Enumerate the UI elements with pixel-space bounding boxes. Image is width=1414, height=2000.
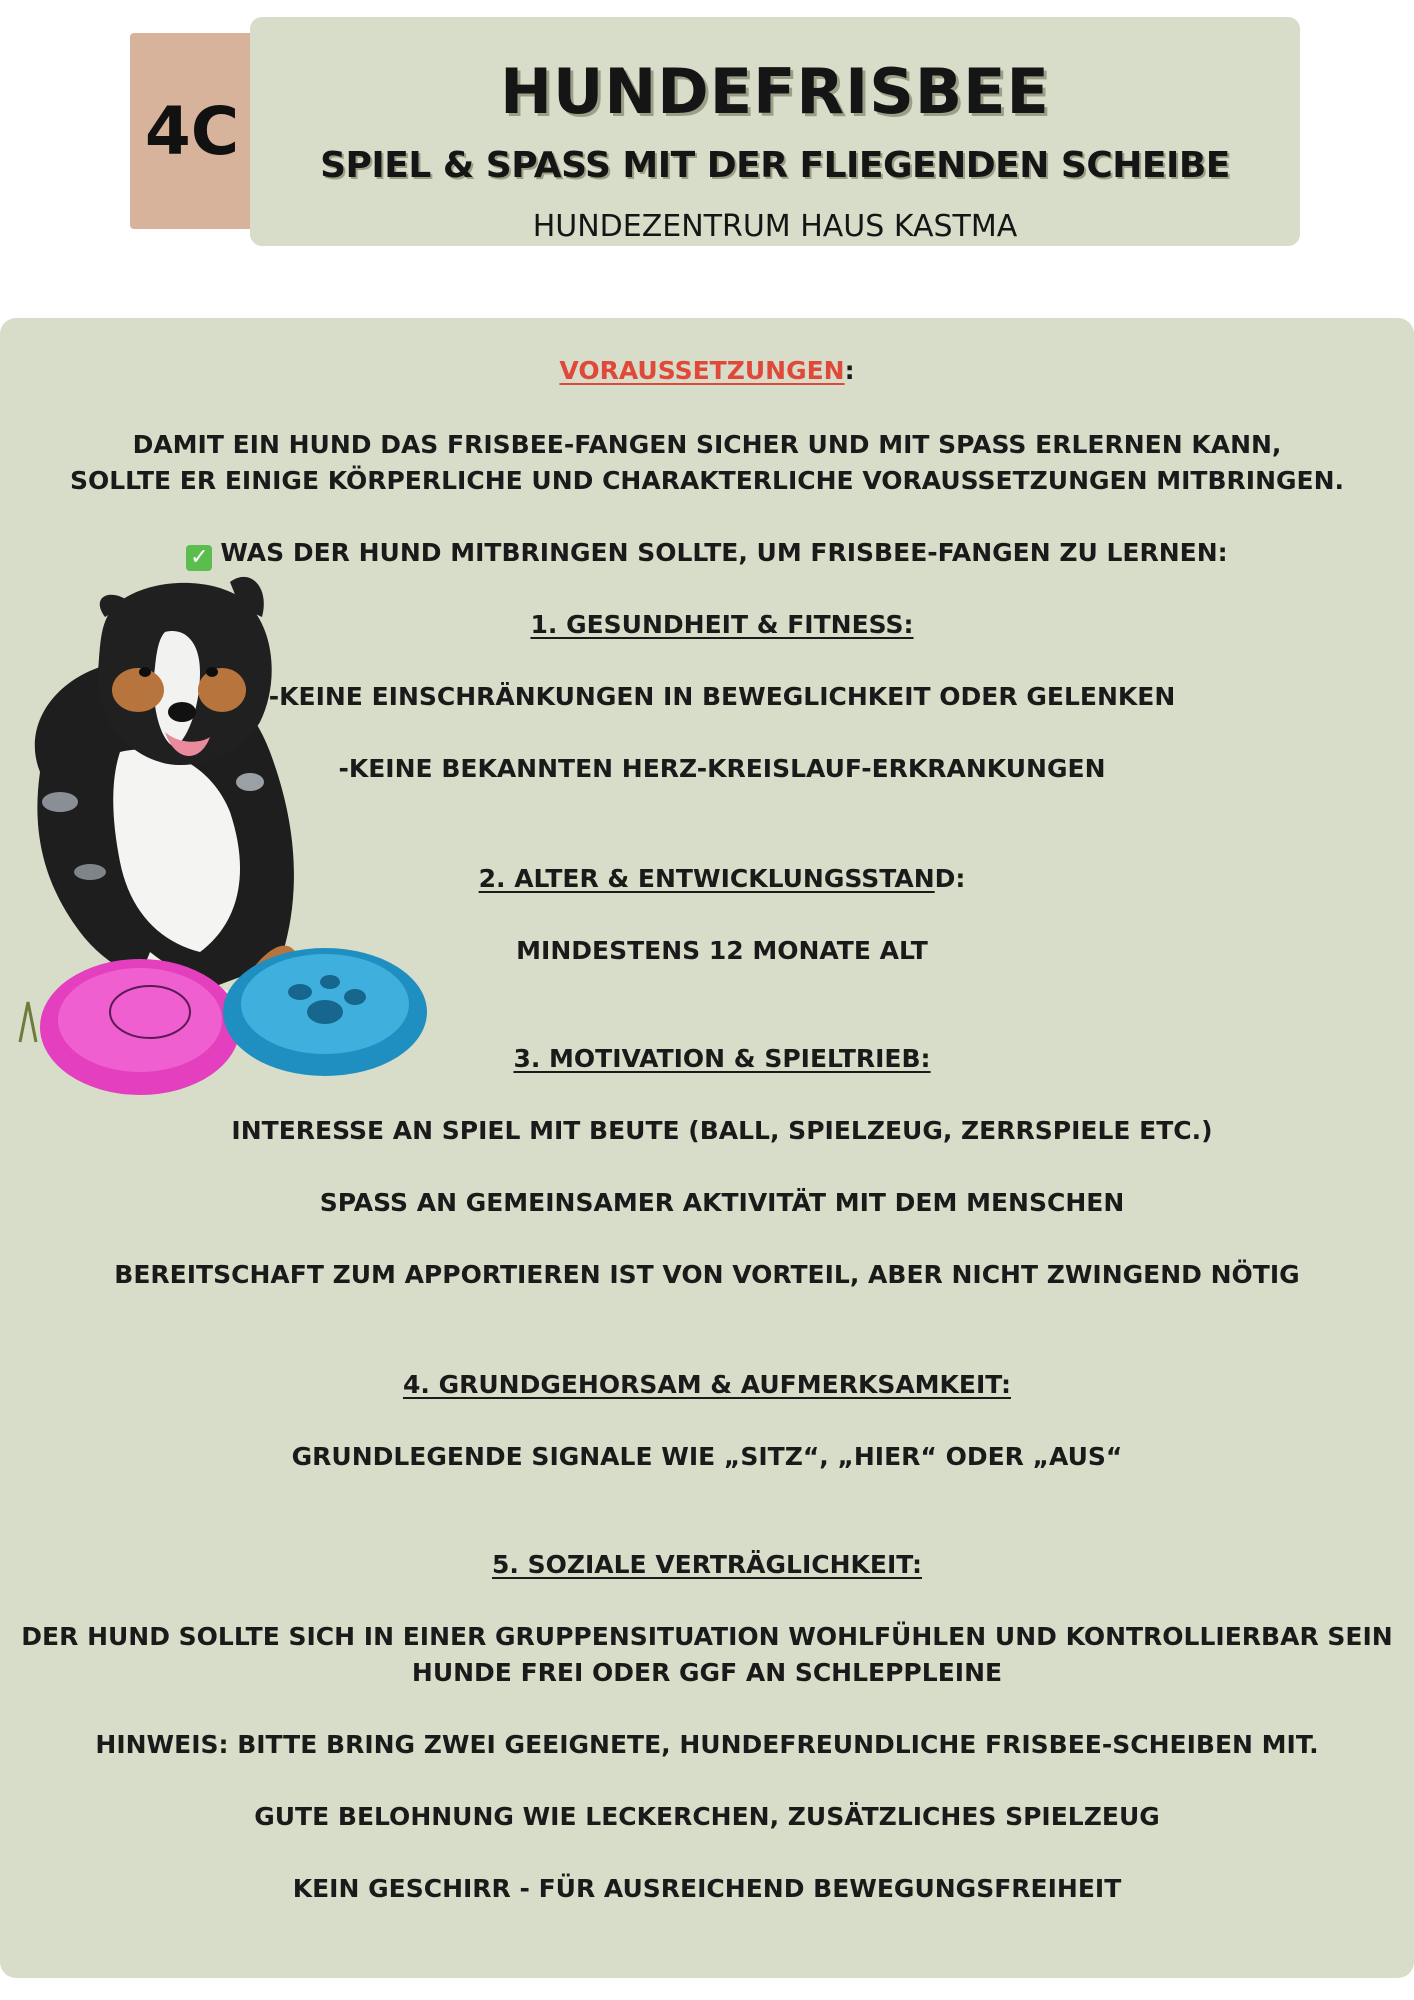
header-banner: [250, 17, 1300, 246]
section-5-item-2: HUNDE FREI ODER GGF AN SCHLEPPLEINE: [411, 1658, 1003, 1687]
section-3-item-1: INTERESSE AN SPIEL MIT BEUTE (BALL, SPIELZEUG, ZERRSPIELE ETC.): [231, 1116, 1213, 1145]
section-4-title: 4. GRUNDGEHORSAM & AUFMERKSAMKEIT:: [402, 1370, 1011, 1399]
note-1: HINWEIS: BITTE BRING ZWEI GEEIGNETE, HUNDEFREUNDLICHE FRISBEE-SCHEIBEN MIT.: [95, 1730, 1319, 1759]
section-2-title: 2. ALTER & ENTWICKLUNGSSTAND:: [478, 864, 966, 893]
check-mark-icon: ✓: [186, 545, 212, 571]
checklist-title: ✓ WAS DER HUND MITBRINGEN SOLLTE, UM FRISBEE-FANGEN ZU LERNEN:: [0, 536, 1414, 571]
section-3-item-3: BEREITSCHAFT ZUM APPORTIEREN IST VON VORTEIL, ABER NICHT ZWINGEND NÖTIG: [114, 1260, 1300, 1289]
class-badge: 4C: [130, 33, 254, 229]
section-4-item-1: GRUNDLEGENDE SIGNALE WIE „SITZ“, „HIER“ ODER „AUS“: [291, 1442, 1123, 1471]
section-1-item-1: -KEINE EINSCHRÄNKUNGEN IN BEWEGLICHKEIT ODER GELENKEN: [268, 682, 1176, 711]
note-3: KEIN GESCHIRR - FÜR AUSREICHEND BEWEGUNGSFREIHEIT: [292, 1874, 1122, 1903]
section-3-item-2: SPASS AN GEMEINSAMER AKTIVITÄT MIT DEM MENSCHEN: [319, 1188, 1125, 1217]
intro-line-1: DAMIT EIN HUND DAS FRISBEE-FANGEN SICHER UND MIT SPASS ERLERNEN KANN,: [132, 430, 1282, 459]
section-2-item-1: MINDESTENS 12 MONATE ALT: [516, 936, 928, 965]
note-2: GUTE BELOHNUNG WIE LECKERCHEN, ZUSÄTZLICHES SPIELZEUG: [254, 1802, 1160, 1831]
section-5-item-1: DER HUND SOLLTE SICH IN EINER GRUPPENSITUATION WOHLFÜHLEN UND KONTROLLIERBAR SEIN: [21, 1622, 1393, 1651]
organization-name: HUNDEZENTRUM HAUS KASTMA: [532, 209, 1018, 244]
dog-with-frisbees-illustration: [0, 572, 440, 1112]
section-1-item-2: -KEINE BEKANNTEN HERZ-KREISLAUF-ERKRANKUNGEN: [338, 754, 1106, 783]
section-5-title: 5. SOZIALE VERTRÄGLICHKEIT:: [491, 1550, 922, 1579]
intro-line-2: SOLLTE ER EINIGE KÖRPERLICHE UND CHARAKTERLICHE VORAUSSETZUNGEN MITBRINGEN.: [69, 466, 1345, 495]
section-heading: VORAUSSETZUNGEN:: [559, 356, 855, 385]
section-3-title: 3. MOTIVATION & SPIELTRIEB:: [513, 1044, 931, 1073]
section-1-title: 1. GESUNDHEIT & FITNESS:: [530, 610, 914, 639]
page-subtitle: SPIEL & SPASS MIT DER FLIEGENDEN SCHEIBE: [320, 145, 1230, 186]
page-title: HUNDEFRISBEE: [500, 55, 1050, 128]
